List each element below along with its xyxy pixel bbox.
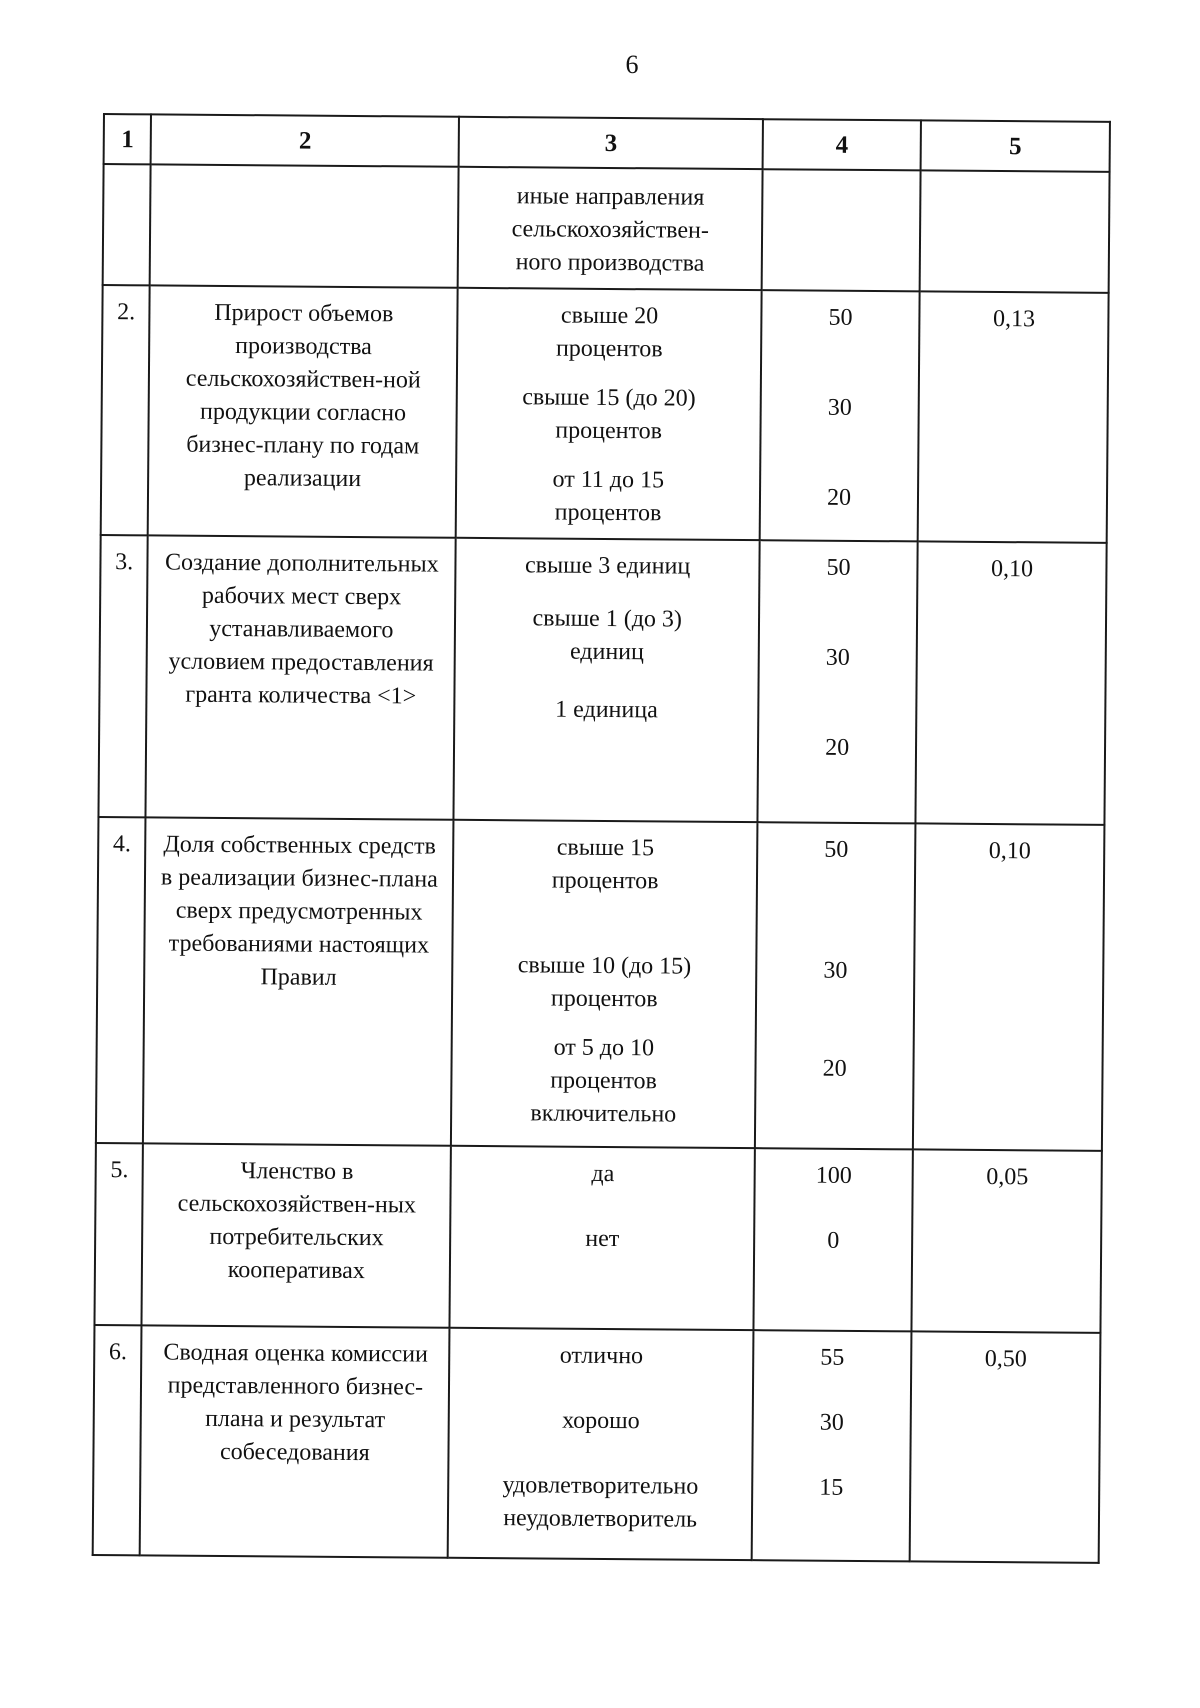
- criteria-row-5: [94, 1143, 1101, 1333]
- criterion-scores: [752, 1330, 912, 1561]
- header-col-1: 1: [104, 114, 152, 164]
- score-value: 30: [827, 394, 852, 421]
- option-text: свыше 20 процентов: [555, 302, 663, 363]
- criterion-options: [456, 288, 762, 540]
- option-text: свыше 3 единиц: [524, 552, 691, 580]
- option-text: свыше 10 (до 15) процентов: [517, 952, 692, 1013]
- criteria-table: [92, 113, 1111, 1564]
- row-number: 3.: [98, 535, 148, 817]
- score-value: 30: [823, 957, 848, 984]
- header-col-5: 5: [921, 120, 1110, 171]
- criterion-weight: 0,13: [918, 291, 1109, 542]
- option-text: от 5 до 10 процентов включительно: [530, 1034, 677, 1128]
- criterion-scores: [760, 290, 920, 541]
- criterion-options: [451, 820, 757, 1148]
- option-text: отлично: [559, 1342, 644, 1370]
- continuation-value: иные направления сельскохозяйствен- ного производства: [458, 167, 763, 290]
- option-text: свыше 1 (до 3) единиц: [532, 605, 683, 666]
- criterion-name: Создание дополнительных рабочих мест сверх устанавливаемого условием предоставления гранта количества <1>: [146, 535, 456, 819]
- continuation-row: [103, 164, 1110, 293]
- row-number: 5.: [94, 1143, 143, 1325]
- criteria-row-6: [93, 1325, 1101, 1563]
- page-number: 6: [625, 50, 639, 79]
- score-value: 20: [825, 734, 850, 761]
- score-value: 50: [826, 554, 851, 581]
- continuation-weight: [920, 170, 1110, 292]
- score-value: 50: [824, 836, 849, 863]
- criterion-name: Сводная оценка комиссии представленного бизнес-плана и результат собеседования: [140, 1325, 450, 1557]
- criterion-name: Доля собственных средств в реализации бизнес-плана сверх предусмотренных требованиями настоящих Правил: [143, 817, 453, 1145]
- option-text: нет: [585, 1225, 620, 1253]
- criteria-row-3: [98, 535, 1106, 825]
- option-text: свыше 15 процентов: [551, 834, 659, 895]
- score-value: 30: [825, 644, 850, 671]
- criterion-weight: 0,50: [910, 1331, 1101, 1562]
- criterion-name: Членство в сельскохозяйствен-ных потребительских кооперативах: [142, 1143, 451, 1327]
- criterion-weight: 0,10: [916, 541, 1107, 824]
- criterion-scores: [757, 540, 917, 823]
- option-text: 1 единица: [555, 696, 658, 724]
- score-value: 20: [827, 484, 852, 511]
- option-text: от 11 до 15 процентов: [552, 466, 665, 527]
- row-number: 6.: [93, 1325, 142, 1555]
- option-text: удовлетворительно: [502, 1472, 699, 1500]
- criteria-row-2: [101, 285, 1109, 543]
- option-text: свыше 15 (до 20) процентов: [522, 384, 696, 445]
- score-value: 55: [820, 1344, 845, 1371]
- criterion-weight: 0,10: [913, 823, 1104, 1150]
- row-number: 2.: [101, 285, 150, 535]
- score-value: 50: [828, 304, 853, 331]
- continuation-score: [762, 169, 921, 291]
- continuation-name: [150, 164, 459, 287]
- score-value: 20: [822, 1055, 847, 1082]
- continuation-num: [103, 164, 151, 285]
- header-col-2: 2: [151, 114, 459, 166]
- option-text: неудовлетворитель: [503, 1505, 698, 1533]
- row-number: 4.: [96, 817, 146, 1143]
- option-text: хорошо: [562, 1407, 640, 1435]
- criterion-options: [450, 1146, 755, 1330]
- score-value: 100: [815, 1162, 852, 1189]
- criterion-scores: [753, 1148, 913, 1331]
- score-value: 15: [819, 1474, 844, 1501]
- criterion-weight: 0,05: [912, 1149, 1102, 1332]
- header-col-4: 4: [763, 119, 922, 170]
- header-row: [104, 114, 1110, 172]
- criteria-row-4: [96, 817, 1105, 1151]
- criterion-name: Прирост объемов производства сельскохозяйствен-ной продукции согласно бизнес-плану по годам реализации: [148, 285, 458, 537]
- header-col-3: 3: [459, 117, 763, 169]
- criterion-scores: [755, 822, 916, 1149]
- option-text: да: [591, 1160, 615, 1188]
- score-value: 0: [827, 1227, 840, 1254]
- score-value: 30: [819, 1409, 844, 1436]
- criterion-options: [454, 538, 760, 822]
- criterion-options: [448, 1328, 753, 1560]
